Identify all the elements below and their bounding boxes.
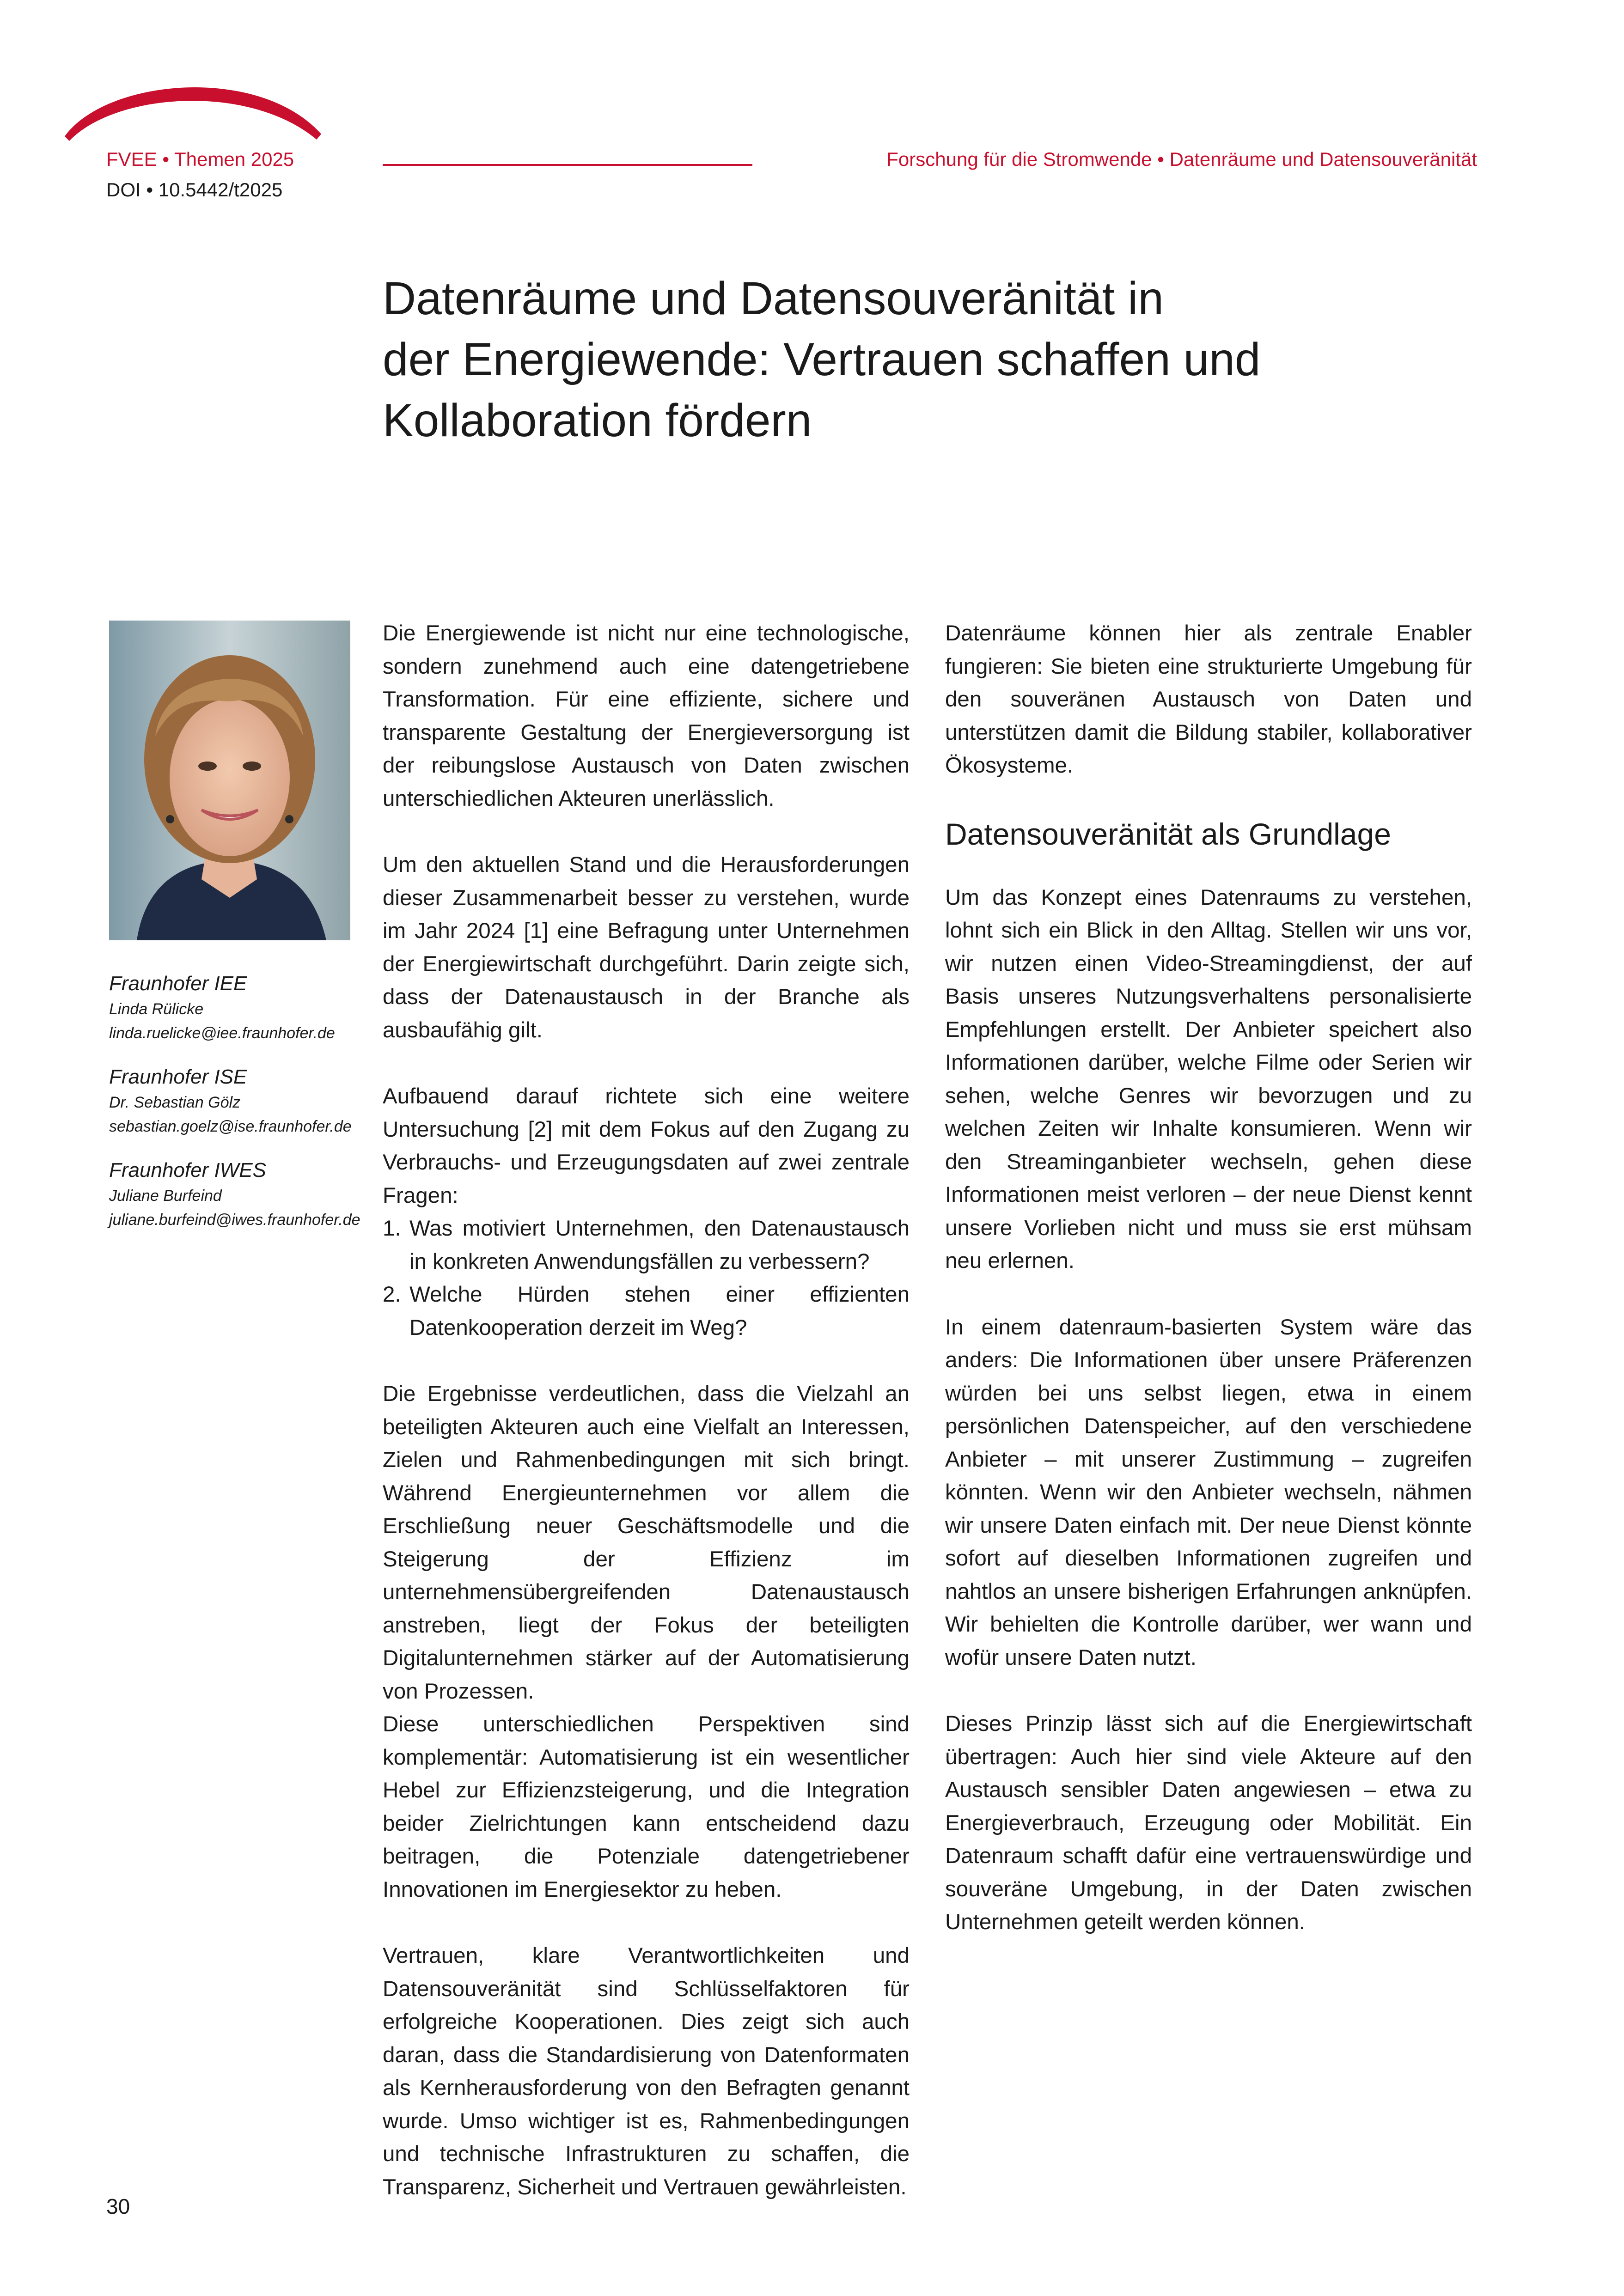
author-email[interactable]: linda.ruelicke@iee.fraunhofer.de bbox=[109, 1024, 335, 1042]
title-line: Kollaboration fördern bbox=[383, 395, 812, 446]
header-rule bbox=[383, 164, 752, 166]
author-institute: Fraunhofer ISE bbox=[109, 1066, 247, 1088]
fvee-logo-arc bbox=[65, 74, 328, 143]
paragraph: Dieses Prinzip lässt sich auf die Energiewirtschaft übertragen: Auch hier sind viele Akteure auf den Austausch sensibler Daten angewiesen – etwa zu Energieverbrauch, Erzeugung oder Mobilität. Ein Datenraum schafft dafür eine vertrauenswürdige und souveräne Umgebung, in der Daten zwischen Unternehmen geteilt werden können. bbox=[945, 1711, 1472, 1934]
paragraph: Datenräume können hier als zentrale Enabler fungieren: Sie bieten eine strukturierte Umgebung für den souveränen Austausch von Daten und unterstützen damit die Bildung stabiler, kollaborativer Ökosysteme. bbox=[945, 621, 1472, 778]
paragraph: Um den aktuellen Stand und die Herausforderungen dieser Zusammenarbeit besser zu verstehen, wurde im Jahr 2024 [1] eine Befragung unter Unternehmen der Energiewirtschaft durchgeführt. Darin zeigte sich, dass der Datenaustausch in der Branche als ausbaufähig gilt. bbox=[383, 853, 910, 1042]
body-column-right bbox=[945, 617, 1472, 1972]
publication-name: FVEE • Themen 2025 bbox=[106, 148, 294, 170]
author-entry bbox=[109, 1157, 368, 1232]
author-name: Linda Rülicke bbox=[109, 1000, 204, 1018]
author-email[interactable]: juliane.burfeind@iwes.fraunhofer.de bbox=[109, 1211, 360, 1229]
paragraph: Die Ergebnisse verdeutlichen, dass die Vielzahl an beteiligten Akteuren auch eine Vielfalt an Interessen, Zielen und Rahmenbedingungen mit sich bringt. Während Energieunternehmen vor allem die Erschließung neuer Geschäftsmodelle und die Steigerung der Effizienz im unternehmensübergreifenden Datenaustausch anstreben, liegt der Fokus der beteiligten Digitalunternehmen stärker auf der Automatisierung von Prozessen. bbox=[383, 1382, 910, 1704]
paragraph: Diese unterschiedlichen Perspektiven sind komplementär: Automatisierung ist ein wesentlicher Hebel zur Effizienzsteigerung, und die Integration beider Zielrichtungen kann entscheidend dazu beitragen, die Potenziale datengetriebener Innovationen im Energiesektor zu heben. bbox=[383, 1712, 910, 1902]
article-title bbox=[383, 268, 1446, 451]
author-entry bbox=[109, 1064, 368, 1139]
list-text: Welche Hürden stehen einer effizienten Datenkooperation derzeit im Weg? bbox=[409, 1282, 910, 1340]
paragraph: In einem datenraum-basierten System wäre das anders: Die Informationen über unsere Präferenzen würden bei uns selbst liegen, etwa in einem persönlichen Datenspeicher, auf den verschiedene Anbieter – mit unserer Zustimmung – zugreifen könnten. Wenn wir den Anbieter wechseln, nähmen wir unsere Daten einfach mit. Der neue Dienst könnte sofort auf dieselben Informationen zugreifen und nahtlos an unsere bisherigen Erfahrungen anknüpfen. Wir behielten die Kontrolle darüber, wer wann und wofür unsere Daten nutzt. bbox=[945, 1315, 1472, 1670]
question-list bbox=[383, 1212, 910, 1344]
author-photo bbox=[109, 621, 350, 940]
page-number: 30 bbox=[106, 2194, 130, 2218]
body-column-left bbox=[383, 617, 910, 2237]
paragraph: Die Energiewende ist nicht nur eine technologische, sondern zunehmend auch eine datengetriebene Transformation. Für eine effiziente, sichere und transparente Gestaltung der Energieversorgung ist der reibungslose Austausch von Daten zwischen unterschiedlichen Akteuren unerlässlich. bbox=[383, 621, 910, 811]
author-email[interactable]: sebastian.goelz@ise.fraunhofer.de bbox=[109, 1118, 352, 1135]
author-list bbox=[109, 970, 368, 1250]
doi: DOI • 10.5442/t2025 bbox=[106, 179, 283, 201]
list-text: Was motiviert Unternehmen, den Datenaustausch in konkreten Anwendungsfällen zu verbessern? bbox=[409, 1216, 910, 1274]
list-item bbox=[383, 1278, 910, 1344]
author-name: Juliane Burfeind bbox=[109, 1187, 222, 1205]
author-institute: Fraunhofer IEE bbox=[109, 972, 247, 995]
paragraph: Aufbauend darauf richtete sich eine weitere Untersuchung [2] mit dem Fokus auf den Zugang zu Verbrauchs- und Erzeugungsdaten auf zwei zentrale Fragen: bbox=[383, 1084, 910, 1208]
author-name: Dr. Sebastian Gölz bbox=[109, 1094, 241, 1111]
title-line: der Energiewende: Vertrauen schaffen und bbox=[383, 334, 1261, 385]
paragraph: Um das Konzept eines Datenraums zu verstehen, lohnt sich ein Blick in den Alltag. Stellen wir uns vor, wir nutzen einen Video-Streamingdienst, der auf Basis unseres Nutzungsverhaltens personalisierte Empfehlungen erstellt. Der Anbieter speichert also Informationen darüber, welche Filme oder Serien wir sehen, welche Genres wir bevorzugen und zu welchen Zeiten wir Inhalte konsumieren. Wenn wir den Streaminganbieter wechseln, gehen diese Informationen meist verloren – der neue Dienst kennt unsere Vorlieben nicht und muss sie erst mühsam neu erlernen. bbox=[945, 885, 1472, 1273]
author-entry bbox=[109, 970, 368, 1045]
paragraph: Vertrauen, klare Verantwortlichkeiten und Datensouveränität sind Schlüsselfaktoren für erfolgreiche Kooperationen. Dies zeigt sich auch daran, dass die Standardisierung von Datenformaten als Kernherausforderung von den Befragten genannt wurde. Umso wichtiger ist es, Rahmenbedingungen und technische Infrastrukturen zu schaffen, die Transparenz, Sicherheit und Vertrauen gewährleisten. bbox=[383, 1943, 910, 2199]
list-number: 2. bbox=[383, 1282, 401, 1307]
list-item bbox=[383, 1212, 910, 1278]
title-line: Datenräume und Datensouveränität in bbox=[383, 273, 1164, 324]
section-header: Forschung für die Stromwende • Datenräume und Datensouveränität bbox=[886, 148, 1477, 170]
section-heading: Datensouveränität als Grundlage bbox=[945, 816, 1391, 851]
list-number: 1. bbox=[383, 1216, 401, 1241]
author-institute: Fraunhofer IWES bbox=[109, 1159, 266, 1181]
publication-info bbox=[106, 144, 294, 205]
